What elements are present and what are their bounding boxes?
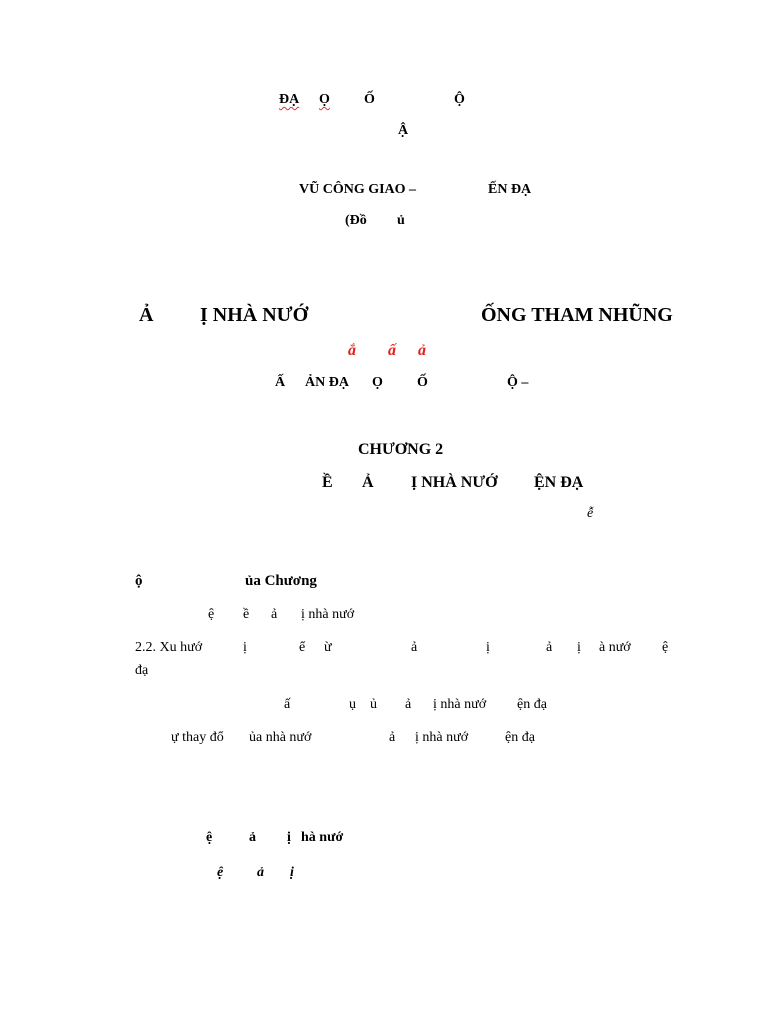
header-note-a: (Đồ bbox=[345, 213, 367, 228]
header-text-1b: Ọ bbox=[319, 92, 330, 107]
header-text-1c: Ố bbox=[364, 92, 375, 107]
toc-heading-b: ủa Chương bbox=[245, 573, 317, 589]
subtitle-b: ẢN ĐẠ bbox=[305, 375, 349, 390]
red-subtitle-b: ấ bbox=[388, 342, 396, 359]
header-author: VŨ CÔNG GIAO – bbox=[299, 182, 417, 197]
item4-b: ủa nhà nướ bbox=[249, 730, 312, 745]
item3-c: ủ bbox=[370, 697, 377, 712]
bottom1-a: ệ bbox=[206, 830, 213, 845]
chapter-title-c: Ị NHÀ NƯỚ bbox=[411, 474, 498, 491]
header-author-suffix: ẾN ĐẠ bbox=[488, 182, 532, 197]
item2-j: ệ bbox=[662, 640, 669, 655]
subtitle-c: Ọ bbox=[372, 375, 383, 390]
title-part-3: ỐNG THAM NHŨNG bbox=[481, 304, 673, 326]
item1-c: ả bbox=[271, 607, 278, 622]
item3-d: ả bbox=[405, 697, 412, 712]
item3-e: ị nhà nướ bbox=[433, 697, 487, 712]
red-subtitle-c: ả bbox=[418, 342, 426, 359]
chapter-label: CHƯƠNG 2 bbox=[358, 441, 444, 458]
item2-line2: đạ bbox=[135, 663, 149, 678]
item3-a: ấ bbox=[284, 697, 291, 712]
title-part-1: Ả bbox=[139, 304, 154, 326]
item2-d: ừ bbox=[324, 640, 332, 655]
subtitle-d: Ố bbox=[417, 375, 428, 390]
item2-g: ả bbox=[546, 640, 553, 655]
item2-f: ị bbox=[486, 640, 490, 655]
title-part-2: Ị NHÀ NƯỚ bbox=[200, 304, 309, 326]
bottom2-b: ả bbox=[257, 865, 264, 880]
toc-heading-a: ộ bbox=[135, 573, 143, 589]
item2-h: ị bbox=[577, 640, 581, 655]
item2-b: ị bbox=[243, 640, 247, 655]
item2-i: à nướ bbox=[599, 640, 631, 655]
item1-b: ề bbox=[243, 607, 250, 622]
header-text-1a: ĐẠ bbox=[279, 92, 300, 107]
chapter-title-a: Ề bbox=[322, 474, 333, 491]
item1-d: ị nhà nướ bbox=[301, 607, 355, 622]
chapter-title-d: ỆN ĐẠ bbox=[534, 474, 584, 491]
item2-e: ả bbox=[411, 640, 418, 655]
header-text-2: Ậ bbox=[398, 123, 409, 138]
item4-a: ự thay đổ bbox=[171, 730, 224, 745]
item1-a: ệ bbox=[208, 607, 215, 622]
bottom1-c: ị bbox=[287, 830, 291, 845]
header-note-b: ủ bbox=[397, 213, 405, 228]
bottom1-d: hà nướ bbox=[301, 830, 344, 845]
item4-c: ả bbox=[389, 730, 396, 745]
subtitle-a: Ấ bbox=[275, 375, 286, 390]
red-subtitle-a: ắ bbox=[348, 342, 356, 359]
item2-a: 2.2. Xu hướ bbox=[135, 640, 203, 655]
item3-f: ện đạ bbox=[517, 697, 547, 712]
item4-d: ị nhà nướ bbox=[415, 730, 469, 745]
item3-b: ụ bbox=[349, 697, 356, 712]
bottom1-b: ả bbox=[249, 830, 256, 845]
subtitle-e: Ộ – bbox=[507, 375, 529, 390]
item2-c: ể bbox=[299, 640, 306, 655]
chapter-title-b: Ả bbox=[362, 474, 374, 491]
header-text-1d: Ộ bbox=[454, 92, 465, 107]
chapter-small: ễ bbox=[587, 506, 594, 521]
bottom2-a: ệ bbox=[217, 865, 224, 880]
item4-e: ện đạ bbox=[505, 730, 535, 745]
bottom2-c: ị bbox=[290, 865, 294, 880]
